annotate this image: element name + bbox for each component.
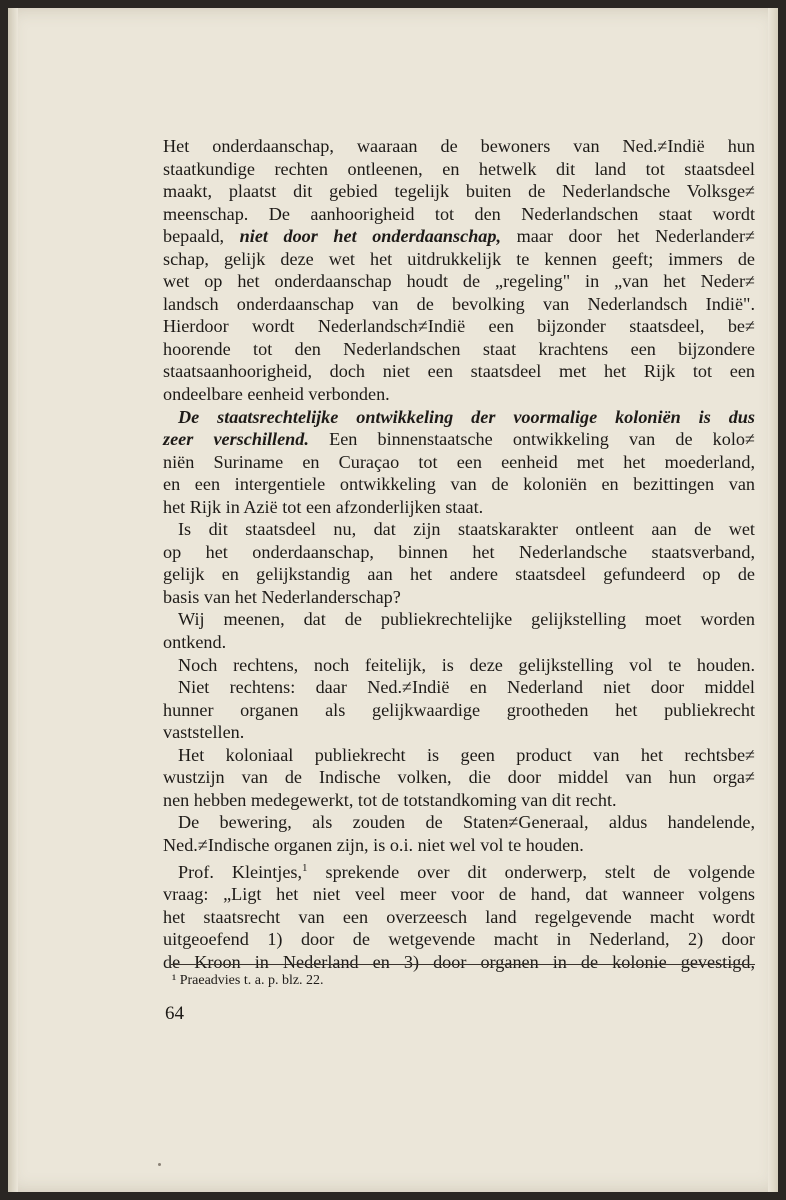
page-edge-right [768, 8, 778, 1192]
text-line: Wij meenen, dat de publiekrechtelijke gelijkstelling moet worden [178, 609, 755, 630]
text-line: gelijk en gelijkstandig aan het andere staatsdeel gefundeerd op de [163, 564, 755, 585]
text-line [163, 225, 755, 248]
text-line: de Kroon in Nederland en 3) door organen in de kolonie gevestigd, [163, 951, 755, 972]
footnote: ¹ Praeadvies t. a. p. blz. 22. [172, 973, 324, 988]
text-line: Ned.≠Indische organen zijn, is o.i. niet wel vol te houden. [163, 834, 584, 855]
text-line: Is dit staatsdeel nu, dat zijn staatskarakter ontleent aan de wet [178, 519, 755, 540]
italic-phrase: zeer verschillend. [163, 429, 309, 450]
text-line [163, 857, 755, 884]
text-line: Het onderdaanschap, waaraan de bewoners van Ned.≠Indië hun [163, 136, 755, 156]
text-line: staatsaanhoorigheid, doch niet een staatsdeel met het Rijk tot een [163, 361, 755, 382]
text-line: Hierdoor wordt Nederlandsch≠Indië een bijzonder staatsdeel, be≠ [163, 316, 755, 337]
text-line: Het koloniaal publiekrecht is geen product van het rechtsbe≠ [178, 744, 755, 765]
paper-speck [158, 1163, 161, 1166]
text-line: maakt, plaatst dit gebied tegelijk buiten de Nederlandsche Volksge≠ [163, 181, 755, 202]
text-fragment: sprekende over dit onderwerp, stelt de volgende [307, 861, 755, 882]
text-line: wet op het onderdaanschap houdt de „regeling" in „van het Neder≠ [163, 271, 755, 292]
text-line: ontkend. [163, 632, 227, 653]
text-line: niën Suriname en Curaçao tot een eenheid met het moederland, [163, 451, 755, 472]
text-line: uitgeoefend 1) door de wetgevende macht in Nederland, 2) door [163, 929, 755, 950]
text-line: ondeelbare eenheid verbonden. [163, 384, 390, 405]
text-line: Noch rechtens, noch feitelijk, is deze gelijkstelling vol te houden. [178, 654, 755, 675]
text-line: vaststellen. [163, 722, 245, 743]
body-text [163, 135, 755, 973]
text-line: en een intergentiele ontwikkeling van de koloniën en bezittingen van [163, 474, 755, 495]
text-line: staatkundige rechten ontleenen, en hetwelk dit land tot staatsdeel [163, 158, 755, 179]
italic-line: De staatsrechtelijke ontwikkeling der voormalige koloniën is dus [178, 406, 755, 427]
text-fragment: maar door het Nederlander≠ [501, 226, 755, 247]
text-line: het Rijk in Azië tot een afzonderlijken staat. [163, 496, 484, 517]
page-number: 64 [165, 1003, 184, 1024]
text-line: meenschap. De aanhoorigheid tot den Nederlandschen staat wordt [163, 203, 755, 224]
book-page [8, 8, 778, 1192]
text-line [163, 428, 755, 451]
text-fragment: Prof. Kleintjes, [178, 861, 303, 882]
text-line: op het onderdaanschap, binnen het Nederlandsche staatsverband, [163, 541, 755, 562]
text-line: vraag: „Ligt het niet veel meer voor de hand, dat wanneer volgens [163, 884, 755, 905]
text-line: Niet rechtens: daar Ned.≠Indië en Nederland niet door middel [178, 677, 755, 698]
text-line: hunner organen als gelijkwaardige grootheden het publiekrecht [163, 699, 755, 720]
text-line: nen hebben medegewerkt, tot de totstandkoming van dit recht. [163, 789, 617, 810]
text-line: wustzijn van de Indische volken, die door middel van hun orga≠ [163, 767, 755, 788]
text-line: De bewering, als zouden de Staten≠Generaal, aldus handelende, [178, 812, 755, 833]
footnote-marker: 1 [302, 861, 308, 874]
text-fragment: Een binnenstaatsche ontwikkeling van de kolo≠ [308, 429, 755, 450]
text-line: basis van het Nederlanderschap? [163, 586, 401, 607]
page-edge-left [8, 8, 18, 1192]
footnote-rule [171, 964, 755, 965]
italic-phrase: niet door het onderdaanschap, [224, 226, 502, 247]
text-fragment: bepaald, [163, 226, 225, 247]
text-line: het staatsrecht van een overzeesch land regelgevende macht wordt [163, 906, 755, 927]
text-line: hoorende tot den Nederlandschen staat krachtens een bijzondere [163, 338, 755, 359]
text-line: schap, gelijk deze wet het uitdrukkelijk te kennen geeft; immers de [163, 248, 755, 269]
text-line: landsch onderdaanschap van de bevolking van Nederlandsch Indië". [163, 293, 755, 314]
